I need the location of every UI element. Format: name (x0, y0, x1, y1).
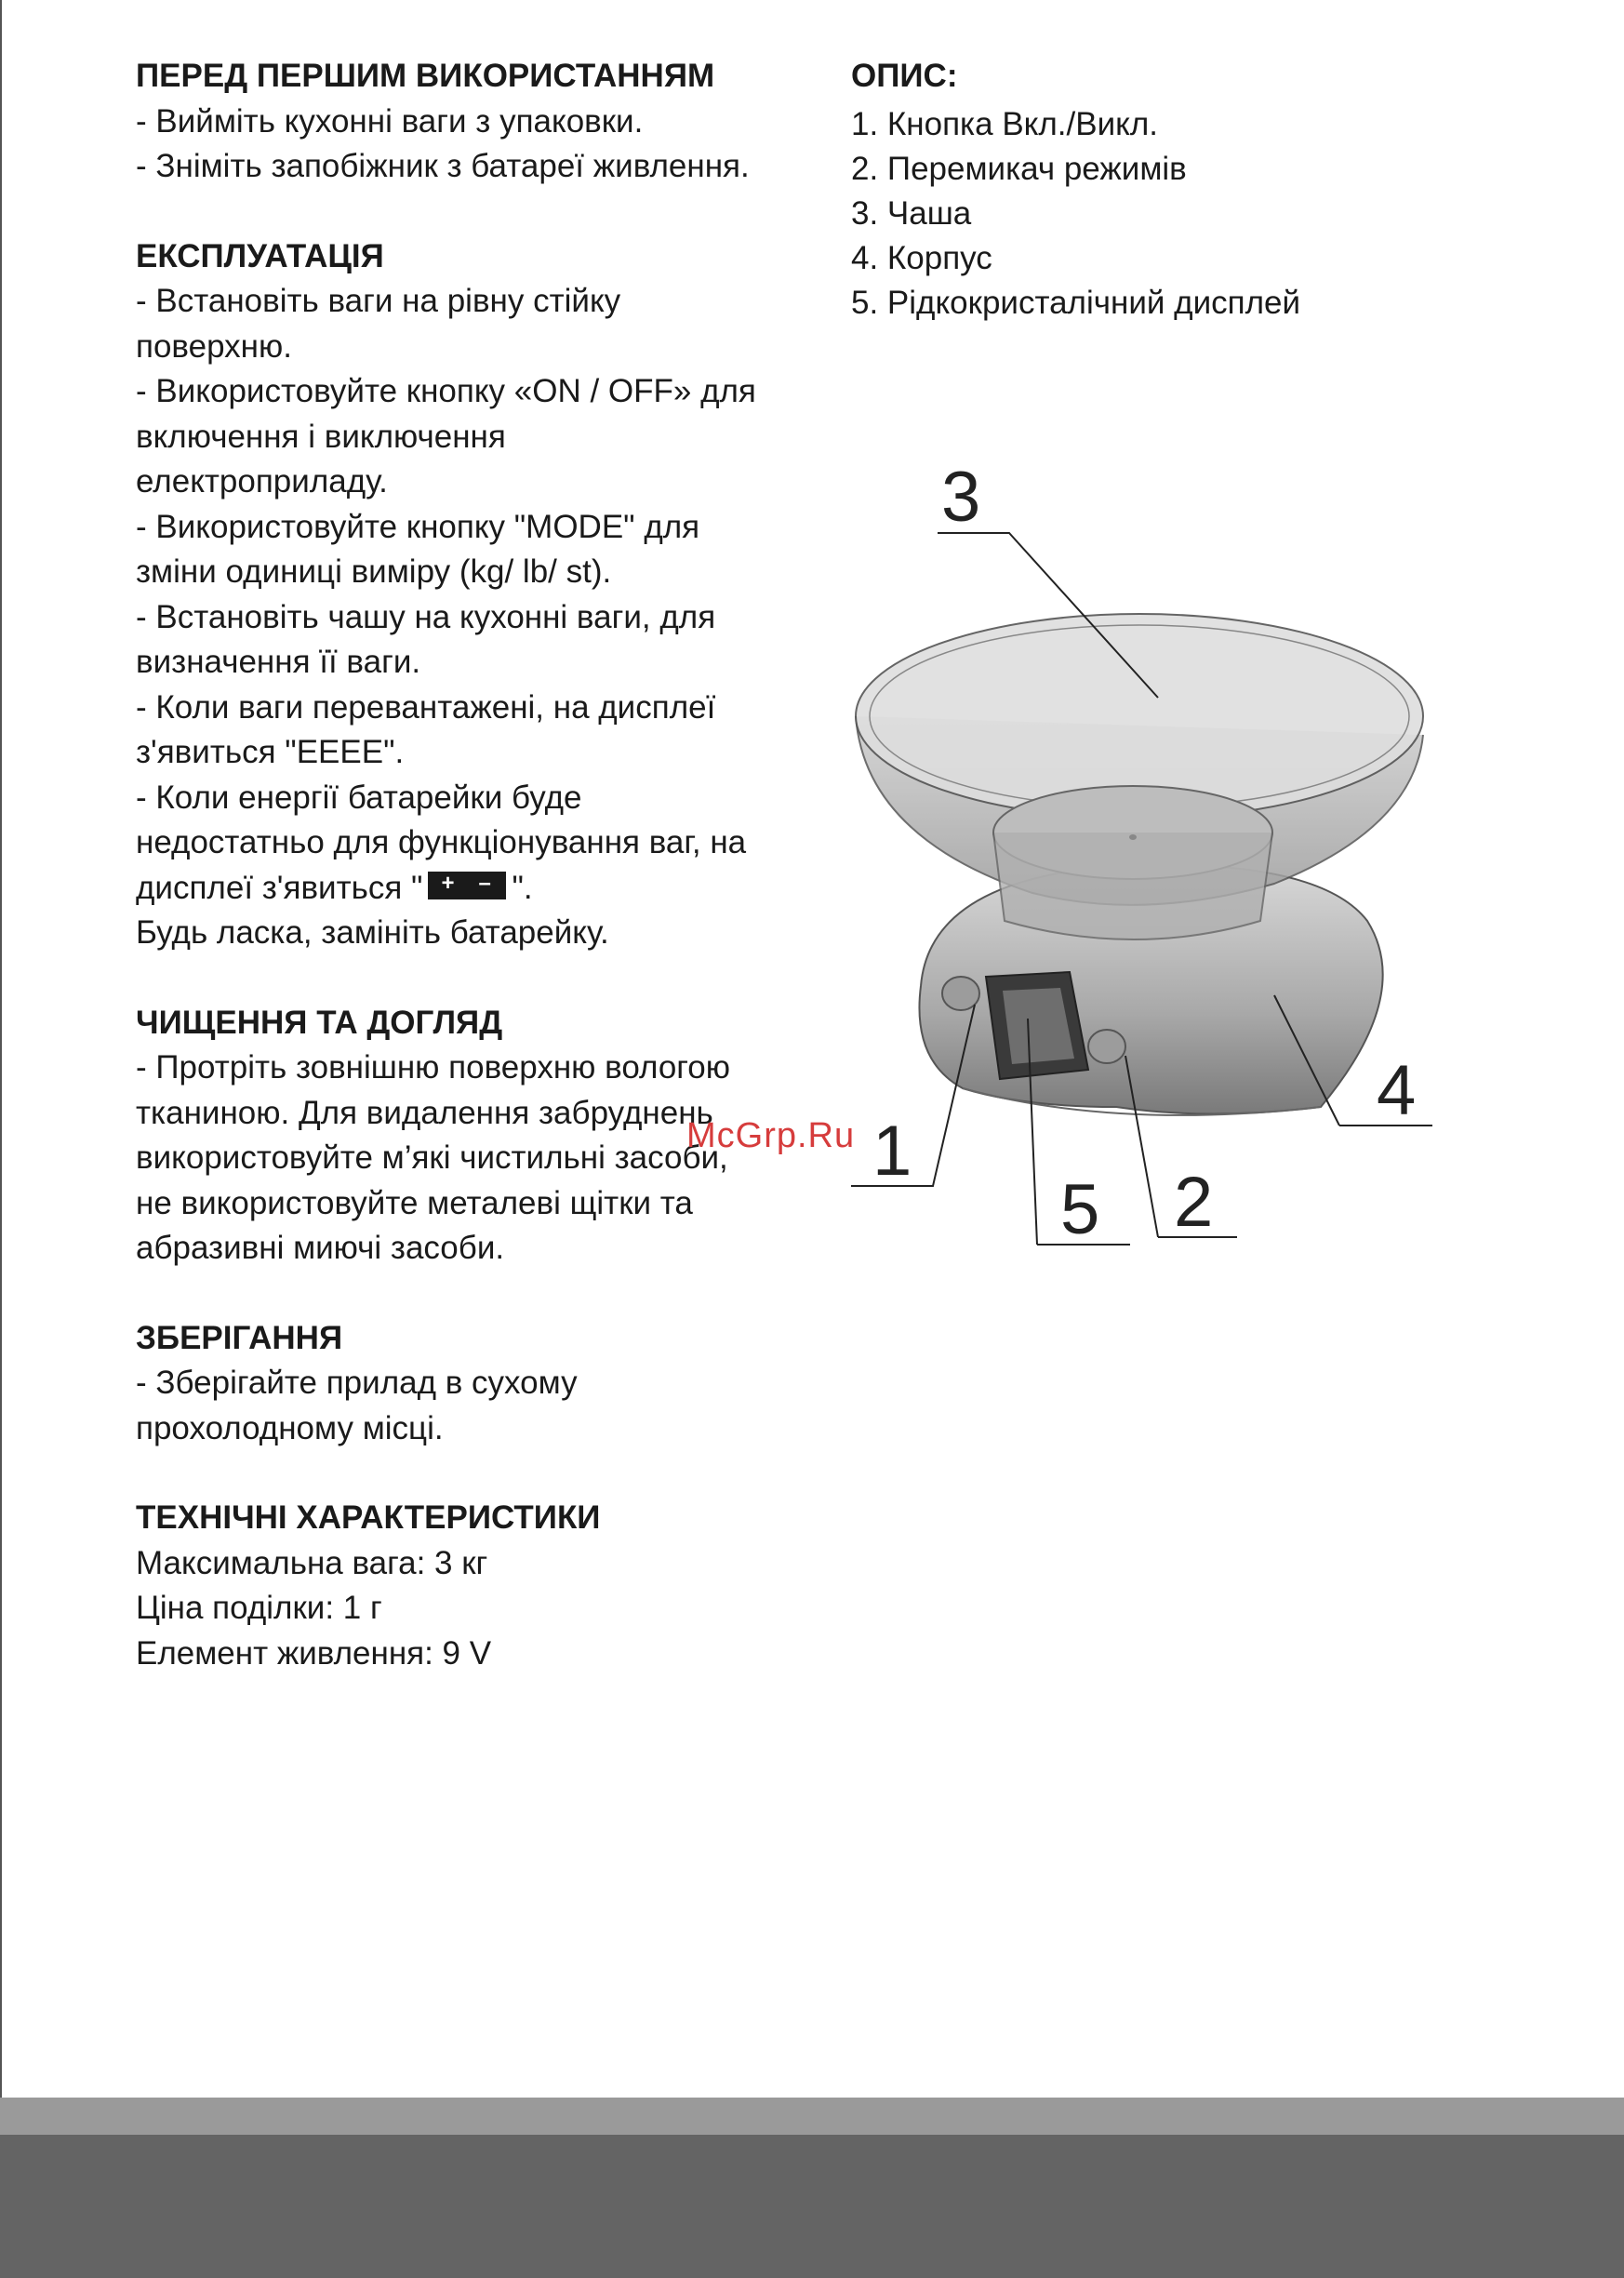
battery-line-after: ". (512, 869, 533, 906)
kitchen-scale-diagram (837, 437, 1488, 1274)
section-title-description: ОПИС: (851, 58, 958, 94)
scale-bowl (856, 614, 1423, 939)
text-line: - Коли енергії батарейки буде (136, 779, 582, 816)
callout-label-3: 3 (941, 458, 981, 537)
text-line: з'явиться "EEEE". (136, 734, 405, 770)
section-title-cleaning: ЧИЩЕННЯ ТА ДОГЛЯД (136, 1004, 503, 1041)
section-storage (136, 1316, 824, 1452)
battery-line-before: дисплеї з'явиться " (136, 869, 423, 906)
description-item: 3. Чаша (851, 195, 972, 232)
lcd-display (986, 972, 1088, 1079)
text-line: - Використовуйте кнопку «ON / OFF» для (136, 373, 756, 409)
watermark: McGrp.Ru (686, 1116, 856, 1155)
callout-label-4: 4 (1377, 1051, 1417, 1130)
instructions-column (136, 54, 824, 1721)
text-line: визначення її ваги. (136, 644, 421, 680)
text-line: - Вийміть кухонні ваги з упаковки. (136, 102, 644, 140)
text-line: - Використовуйте кнопку "MODE" для (136, 508, 700, 545)
text-line: - Зберігайте прилад в сухому (136, 1365, 578, 1401)
text-line: - Встановіть ваги на рівну стійку (136, 283, 621, 319)
text-line: тканиною. Для видалення забруднень (136, 1094, 713, 1131)
text-line: недостатньо для функціонування ваг, на (136, 824, 747, 860)
description-item: 4. Корпус (851, 240, 992, 276)
section-title-storage: ЗБЕРІГАННЯ (136, 1319, 343, 1356)
footer-band-dark (0, 2135, 1624, 2278)
callout-label-5: 5 (1060, 1170, 1100, 1249)
description-item: 5. Рідкокристалічний дисплей (851, 285, 1301, 321)
text-line: прохолодному місці. (136, 1409, 444, 1446)
description-item: 1. Кнопка Вкл./Викл. (851, 106, 1158, 142)
spec-line: Елемент живлення: 9 V (136, 1634, 492, 1672)
text-line: зміни одиниці виміру (kg/ lb/ st). (136, 553, 612, 590)
section-title-operation: ЕКСПЛУАТАЦІЯ (136, 237, 384, 274)
battery-plus-sign: + (441, 871, 455, 897)
section-title-specs: ТЕХНІЧНІ ХАРАКТЕРИСТИКИ (136, 1499, 601, 1536)
callout-label-2: 2 (1174, 1163, 1214, 1242)
spec-line: Ціна поділки: 1 г (136, 1590, 382, 1626)
section-before-first-use (136, 54, 824, 190)
section-title-before-first-use: ПЕРЕД ПЕРШИМ ВИКОРИСТАННЯМ (136, 58, 715, 94)
battery-minus-sign: – (478, 871, 491, 897)
battery-icon (428, 872, 506, 899)
description-column (851, 54, 1595, 326)
text-line: Будь ласка, замініть батарейку. (136, 914, 609, 951)
battery-text-line (136, 866, 824, 912)
description-item: 2. Перемикач режимів (851, 151, 1187, 187)
spec-line: Максимальна вага: 3 кг (136, 1544, 488, 1581)
text-line: електроприладу. (136, 463, 388, 500)
text-line: - Протріть зовнішню поверхню вологою (136, 1049, 731, 1086)
text-line: - Коли ваги перевантажені, на дисплеї (136, 688, 716, 726)
text-line: поверхню. (136, 327, 292, 365)
text-line: використовуйте м’які чистильні засоби, (136, 1139, 728, 1176)
section-specs (136, 1496, 824, 1676)
text-line: - Встановіть чашу на кухонні ваги, для (136, 598, 716, 635)
callout-label-1: 1 (872, 1112, 912, 1191)
text-line: абразивні миючі засоби. (136, 1230, 505, 1266)
footer-band-light (0, 2098, 1624, 2135)
text-line: - Зніміть запобіжник з батареї живлення. (136, 148, 750, 184)
text-line: не використовуйте металеві щітки та (136, 1184, 693, 1221)
mode-button (1088, 1030, 1125, 1063)
page-left-border (0, 0, 2, 2098)
text-line: включення і виключення (136, 418, 506, 455)
section-operation (136, 234, 824, 956)
